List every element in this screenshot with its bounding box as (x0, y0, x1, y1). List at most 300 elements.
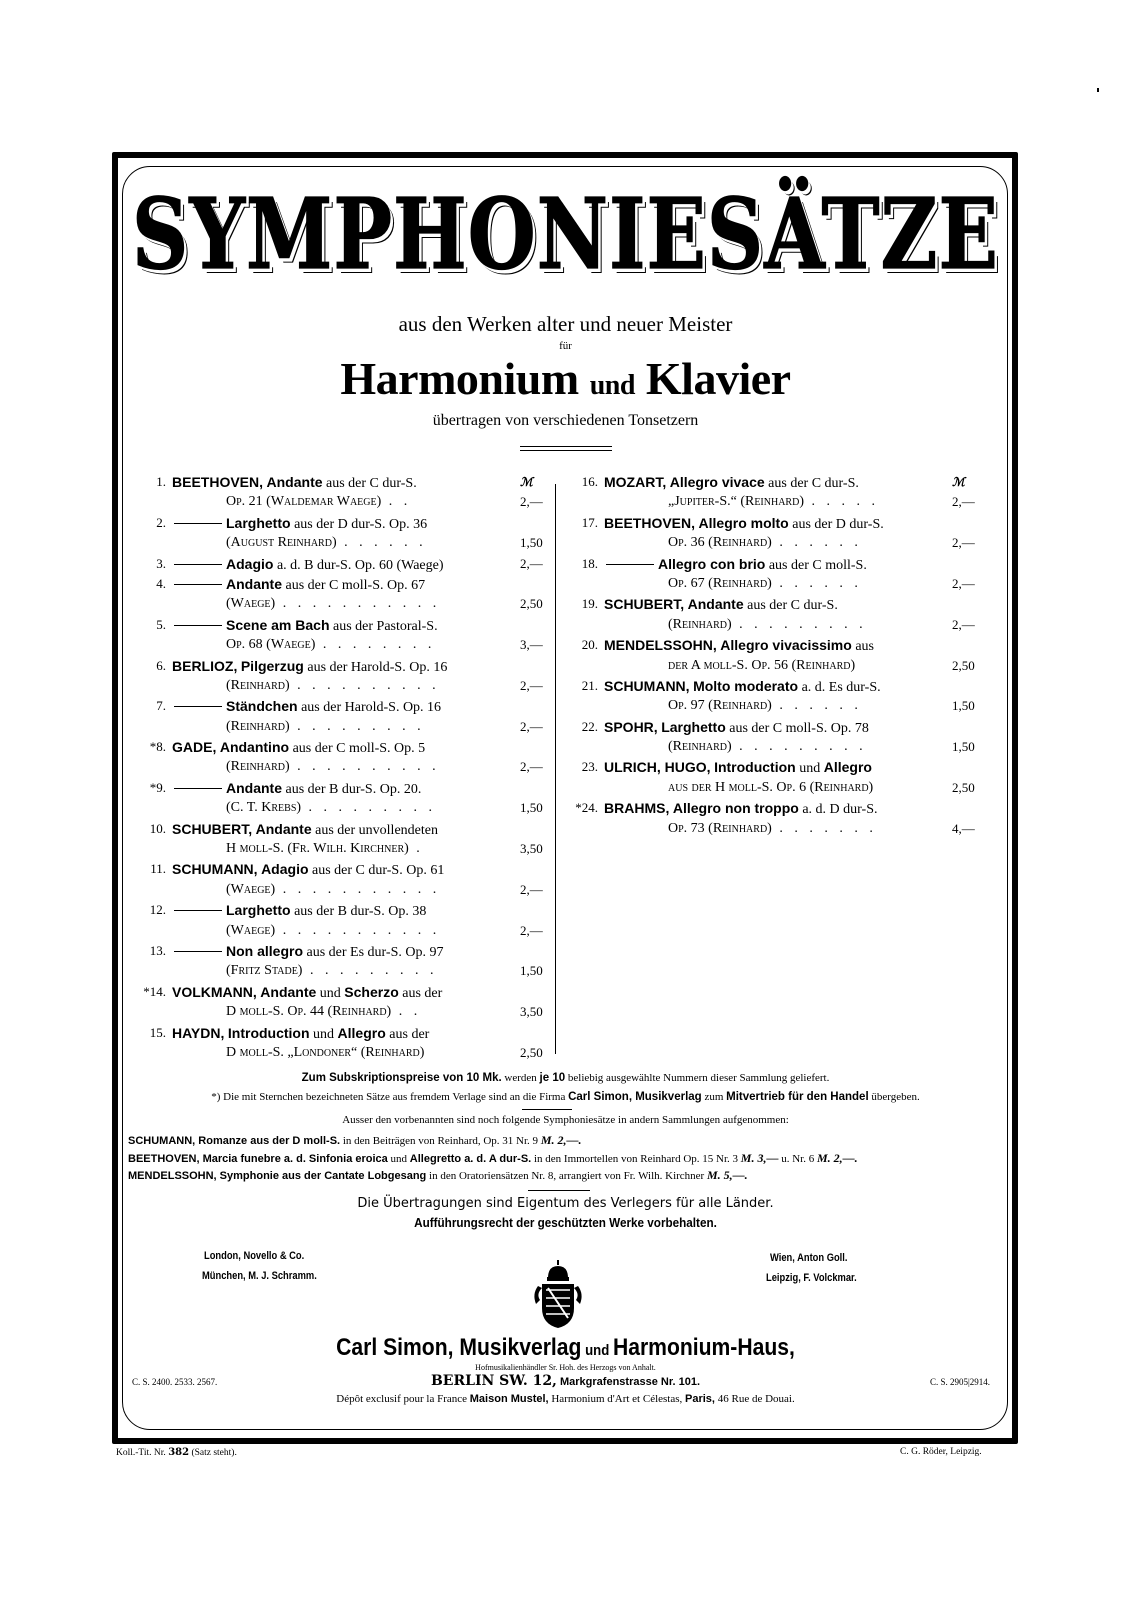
leader-dots: . . . . . . . . . (289, 718, 425, 734)
entry-number: 15. (149, 1024, 166, 1040)
entry-arranger-text: D moll-S. „Londoner“ (Reinhard) (226, 1044, 425, 1060)
leader-dots: . . . . . . . . . (301, 800, 437, 816)
entry-source: aus der C dur-S. (743, 598, 838, 614)
entry-arranger-text: H moll-S. (Fr. Wilh. Kirchner) (226, 841, 409, 857)
agent-wien: Wien, Anton Goll. (770, 1252, 848, 1264)
catalog-numbers-right: C. S. 2905|2914. (930, 1377, 991, 1387)
entry-line-1 (130, 778, 560, 798)
entry-work-2: Allegro (337, 1024, 386, 1041)
entry-line-2 (562, 778, 992, 798)
entry-number: *14. (143, 983, 166, 999)
page-title: SYMPHONIESÄTZE (132, 178, 999, 292)
entry-arranger-text: (Fritz Stade) (226, 963, 303, 979)
entry-line-1 (130, 513, 560, 533)
publisher-name-a: Carl Simon, Musikverlag (336, 1334, 582, 1361)
footer-left-number: 382 (168, 1447, 190, 1458)
subtitle: aus den Werken alter und neuer Meister (398, 312, 733, 336)
other2-mid: und (387, 1153, 410, 1165)
entry-heading (226, 778, 421, 800)
entry-arranger (668, 574, 862, 594)
entry-arranger-text: Op. 97 (Reinhard) (668, 698, 772, 714)
other2-title1: BEETHOVEN, Marcia funebre a. d. Sinfonia eroica (128, 1153, 388, 1165)
title-rule-top (520, 446, 612, 447)
entry-heading (226, 900, 426, 922)
entry-source: aus der Pastoral-S. (329, 618, 438, 634)
entry-work-2: Scherzo (344, 983, 399, 1000)
agent-leipzig: Leipzig, F. Volckmar. (766, 1272, 857, 1284)
entry-arranger (226, 1043, 424, 1063)
entry-number: 16. (581, 474, 598, 489)
list-item (130, 778, 560, 819)
entry-mid: und (309, 1026, 338, 1042)
entry-composer: BEETHOVEN, (604, 514, 696, 531)
entry-source: aus der (385, 1026, 430, 1042)
other1-price: M. 2,—. (540, 1133, 582, 1147)
depot-maison: Maison Mustel, (469, 1393, 549, 1405)
other2-mid2: u. Nr. 6 (778, 1153, 817, 1165)
catalog-numbers-left: C. S. 2400. 2533. 2567. (132, 1377, 218, 1387)
depot-line (0, 1393, 1131, 1405)
leader-dots: . . . . . . . . (315, 637, 436, 653)
entry-line-2 (130, 961, 560, 981)
leader-dots: . . . . . . . . . . (289, 759, 440, 775)
entry-arranger-text: der A moll-S. Op. 56 (Reinhard) (668, 657, 856, 673)
entry-number: 22. (581, 718, 598, 734)
title-rule-bottom (520, 450, 612, 451)
entry-arranger-text: aus der H moll-S. Op. 6 (Reinhard) (668, 779, 874, 795)
subscription-price: Zum Subskriptionspreise von 10 Mk. (301, 1072, 502, 1084)
subscription-count: je 10 (539, 1072, 566, 1084)
entry-arranger (668, 492, 879, 512)
entry-arranger (668, 737, 867, 757)
contents-left-column (130, 472, 560, 1063)
entry-work: Andante (226, 779, 282, 796)
leader-dots: . (408, 841, 424, 857)
entry-line-2 (130, 594, 560, 614)
list-item (130, 656, 560, 697)
subscription-note (0, 1072, 1131, 1084)
entry-price: 2,50 (952, 779, 975, 795)
entry-price: 2,— (952, 494, 975, 510)
entry-arranger-text: Op. 68 (Waege) (226, 637, 316, 653)
entry-number: 5. (156, 616, 166, 632)
entry-heading (604, 635, 874, 657)
entry-arranger (226, 921, 440, 941)
entry-work: Allegro con brio (658, 555, 766, 572)
list-item (562, 635, 992, 676)
other1-title: SCHUMANN, Romanze aus der D moll-S. (128, 1135, 341, 1147)
entry-line-2 (130, 921, 560, 941)
entry-heading (226, 574, 425, 596)
entry-price: 2,— (952, 535, 975, 551)
entry-composer: GADE, (172, 739, 217, 756)
entry-number: 10. (149, 820, 166, 836)
list-item (130, 615, 560, 656)
entry-arranger-text: „Jupiter-S.“ (Reinhard) (668, 494, 804, 510)
footer-left-c: (Satz steht). (189, 1448, 237, 1458)
entry-line-1 (130, 859, 560, 879)
entry-number: 20. (581, 637, 598, 653)
entry-price: 1,50 (520, 963, 543, 979)
entry-source: aus der unvollendeten (311, 822, 438, 838)
entry-line-2 (130, 533, 560, 553)
entry-source: aus (851, 639, 874, 655)
entry-composer: SCHUMANN, (172, 861, 258, 878)
entry-source: aus der Harold-S. Op. 16 (303, 659, 448, 675)
entry-number: 13. (149, 942, 166, 958)
instrument-und: und (589, 370, 635, 401)
entry-arranger-text: (Reinhard) (668, 616, 732, 632)
list-item (562, 717, 992, 758)
entry-arranger-text: (August Reinhard) (226, 535, 337, 551)
entry-heading (604, 513, 884, 535)
coat-of-arms-icon (528, 1260, 588, 1330)
entry-number: 11. (150, 861, 166, 877)
entry-work: Allegro non troppo (672, 800, 799, 817)
entry-source: aus der C moll-S. Op. 67 (282, 577, 426, 593)
leader-dots: . . . . . . . . . . . (275, 596, 441, 612)
entry-line-1 (130, 941, 560, 961)
entry-heading (172, 859, 444, 881)
entry-arranger-text: (Waege) (226, 596, 276, 612)
depot-c: Harmonium d'Art et Célestas, (548, 1393, 686, 1405)
entry-line-2 (562, 533, 992, 553)
entry-arranger-text: Op. 73 (Reinhard) (668, 820, 772, 836)
entry-arranger (226, 839, 424, 859)
entry-source: aus der C moll-S. Op. 78 (725, 720, 869, 736)
entry-price: 2,— (520, 494, 543, 510)
other-collection-schumann (128, 1133, 581, 1148)
contents-right-column (562, 472, 992, 839)
list-item (130, 1023, 560, 1064)
agent-london: London, Novello & Co. (204, 1250, 305, 1262)
entry-heading (172, 737, 425, 759)
entry-arranger (668, 533, 862, 553)
entry-heading (172, 982, 442, 1004)
entry-arranger (226, 798, 436, 818)
subscription-mid: werden (501, 1072, 540, 1084)
other2-price2: M. 2,—. (816, 1151, 858, 1165)
entry-line-1 (130, 615, 560, 635)
entry-arranger (226, 961, 437, 981)
entry-heading (604, 676, 881, 698)
leader-dots: . . (391, 1004, 422, 1020)
entry-number: *9. (149, 779, 166, 795)
entry-line-1 (130, 982, 560, 1002)
leader-dots: . . . . . . (336, 535, 427, 551)
list-item (562, 798, 992, 839)
entry-line-2 (130, 717, 560, 737)
entry-arranger (226, 635, 435, 655)
instrument-b: Klavier (645, 353, 791, 404)
entry-line-1 (562, 676, 992, 696)
entry-arranger (226, 717, 425, 737)
leader-dots: . . . . . . . . . (731, 616, 867, 632)
entry-line-1 (562, 717, 992, 737)
entry-number: 23. (581, 759, 598, 775)
entry-heading (172, 1023, 429, 1045)
entry-arranger (226, 880, 440, 900)
entry-line-1 (130, 737, 560, 757)
entry-heading (172, 819, 438, 841)
entry-line-1 (130, 900, 560, 920)
entry-work: Introduction (714, 759, 796, 776)
entry-price: 2,— (520, 718, 543, 734)
entry-work: Allegro vivace (669, 474, 765, 490)
entry-price: 2,50 (520, 1044, 543, 1060)
entry-number: 3. (156, 555, 166, 571)
entry-source: aus der Es dur-S. Op. 97 (303, 944, 444, 960)
other-collection-mendelssohn (128, 1168, 748, 1183)
entry-line-2 (130, 1043, 560, 1063)
list-item (130, 737, 560, 778)
depot-e: 46 Rue de Douai. (714, 1393, 795, 1405)
entry-source: aus der (398, 985, 443, 1001)
entry-heading (604, 594, 838, 616)
entry-number: 7. (156, 698, 166, 714)
leader-dots: . . . . . . (771, 698, 862, 714)
list-item (130, 513, 560, 554)
entry-source: aus der C dur-S. (764, 476, 859, 491)
column-divider (555, 484, 556, 1054)
leader-dots: . . . . . . . . . (302, 963, 438, 979)
entry-price: 1,50 (952, 739, 975, 755)
asterisk-note (0, 1091, 1131, 1103)
publisher-name-b: Harmonium-Haus, (612, 1334, 795, 1361)
entry-source: aus der C dur-S. Op. 61 (308, 863, 445, 879)
footer-collection-title (116, 1447, 237, 1458)
entry-work: Andante (266, 474, 323, 490)
entry-work: Allegro vivacissimo (720, 637, 852, 654)
ditto-dash (174, 564, 222, 565)
entry-line-1 (562, 513, 992, 533)
entry-number: *8. (149, 739, 166, 755)
entry-line-1 (130, 819, 560, 839)
other2-price1: M. 3,— (740, 1151, 779, 1165)
entry-arranger-text: Op. 21 (Waldemar Waege) (226, 494, 382, 510)
entry-work: Larghetto (226, 514, 291, 531)
entry-line-1 (562, 594, 992, 614)
ditto-dash (174, 910, 222, 911)
entry-line-2 (130, 635, 560, 655)
entry-composer: SCHUMANN, (604, 677, 690, 694)
list-item (562, 594, 992, 635)
footer-left-a: Koll.-Tit. Nr. (116, 1448, 169, 1458)
entry-source: aus der B dur-S. Op. 38 (290, 904, 427, 920)
subscription-rest: beliebig ausgewählte Nummern dieser Sammlung geliefert. (565, 1072, 830, 1084)
entry-heading (172, 472, 417, 494)
list-item (130, 574, 560, 615)
entry-source: a. d. D dur-S. (798, 802, 878, 818)
entry-line-2 (130, 880, 560, 900)
entry-heading (226, 615, 438, 637)
entry-line-1 (562, 554, 992, 574)
entry-arranger (226, 676, 440, 696)
entry-arranger-text: (Reinhard) (226, 677, 290, 693)
entry-line-1 (130, 1023, 560, 1043)
fuer-label: für (559, 340, 572, 352)
instrument-heading (0, 352, 1131, 405)
entry-heading (604, 798, 877, 820)
list-item (130, 941, 560, 982)
entry-price: 2,— (520, 922, 543, 938)
leader-dots: . . . . . . . . . . . (275, 881, 441, 897)
entry-line-2 (562, 819, 992, 839)
entry-price: 2,— (952, 616, 975, 632)
entry-number: 2. (156, 514, 166, 530)
depot-paris: Paris, (685, 1393, 715, 1405)
entry-work: Allegro molto (698, 514, 789, 531)
rights-rule (528, 1190, 590, 1191)
entry-composer: BEETHOVEN, (172, 474, 264, 490)
entry-line-2 (562, 696, 992, 716)
leader-dots: . . . . . . . . . . (289, 677, 440, 693)
ditto-dash (606, 564, 654, 565)
entry-heading (604, 717, 869, 739)
arranged-by-line: übertragen von verschiedenen Tonsetzern (432, 412, 699, 429)
list-item (130, 859, 560, 900)
entry-arranger (226, 757, 440, 777)
entry-arranger (226, 492, 411, 512)
entry-line-1 (130, 656, 560, 676)
entry-price: 2,— (520, 881, 543, 897)
entry-source: aus der C dur-S. (322, 476, 417, 491)
entry-number: 18. (581, 555, 598, 571)
publisher-name (68, 1334, 1063, 1362)
asterisk-note-distribution: Mitvertrieb für den Handel (726, 1091, 869, 1103)
footer-printer: C. G. Röder, Leipzig. (900, 1447, 982, 1457)
entry-price: 2,— (952, 575, 975, 591)
other1-rest: in den Beiträgen von Reinhard, Op. 31 Nr. 9 (340, 1135, 541, 1147)
entry-arranger (668, 656, 855, 676)
ditto-dash (174, 523, 222, 524)
asterisk-note-a: *) Die mit Sternchen bezeichneten Sätze aus fremdem Verlage sind an die Firma (211, 1091, 569, 1103)
entry-line-2 (130, 757, 560, 777)
entry-arranger (668, 615, 867, 635)
entry-price: 1,50 (520, 535, 543, 551)
entry-line-2 (562, 574, 992, 594)
entry-price: 1,50 (952, 698, 975, 714)
entry-work: Adagio (261, 861, 309, 878)
entry-arranger (668, 778, 873, 798)
leader-dots: . . . . . (803, 494, 879, 510)
ditto-dash (174, 625, 222, 626)
entry-heading (172, 656, 447, 678)
publisher-street: Markgrafenstrasse Nr. 101. (556, 1376, 701, 1388)
other3-price: M. 5,—. (706, 1168, 748, 1182)
entry-source: aus der Harold-S. Op. 16 (297, 700, 442, 716)
entry-work: Larghetto (226, 902, 291, 919)
depot-a: Dépôt exclusif pour la France (336, 1393, 470, 1405)
entry-work: Andante (255, 820, 312, 837)
entry-composer: VOLKMANN, (172, 983, 257, 1000)
leader-dots: . . . . . . (771, 575, 862, 591)
entry-heading (226, 941, 444, 963)
entry-number: 19. (581, 596, 598, 612)
entry-heading (226, 696, 441, 718)
entry-price: 4,— (952, 820, 975, 836)
entry-composer: MENDELSSOHN, (604, 637, 717, 654)
instrument-a: Harmonium (340, 353, 579, 404)
list-item (130, 982, 560, 1023)
entry-line-2 (562, 737, 992, 757)
leader-dots: . . . . . . . (771, 820, 877, 836)
entry-heading (226, 513, 427, 535)
asterisk-note-c: zum (701, 1091, 727, 1103)
entry-work: Andante (260, 983, 317, 1000)
leader-dots: . . (381, 494, 412, 510)
entry-source: aus der C moll-S. Op. 5 (289, 741, 426, 757)
entry-price: 3,50 (520, 841, 543, 857)
entry-price: 1,50 (520, 800, 543, 816)
entry-composer: ULRICH, HUGO, (604, 759, 711, 776)
entry-heading (226, 554, 444, 576)
entry-work: Pilgerzug (240, 657, 304, 674)
entry-composer: MOZART, (604, 474, 667, 490)
entry-number: 21. (581, 677, 598, 693)
entry-number: 17. (581, 514, 598, 530)
entry-heading (658, 554, 867, 576)
other3-title: MENDELSSOHN, Symphonie aus der Cantate Lobgesang (128, 1170, 427, 1182)
currency-symbol: ℳ (952, 475, 965, 489)
entry-mid: und (316, 985, 345, 1001)
list-item (562, 676, 992, 717)
list-item (130, 554, 560, 574)
entry-number: 6. (156, 657, 166, 673)
entry-line-2 (130, 676, 560, 696)
entry-number: *24. (575, 800, 598, 816)
asterisk-note-publisher: Carl Simon, Musikverlag (568, 1091, 702, 1103)
entry-source: a. d. Es dur-S. (798, 679, 881, 695)
entry-work: Andante (226, 575, 282, 592)
stray-mark (1097, 88, 1099, 92)
entry-line-1 (562, 472, 992, 492)
entry-work: Andantino (219, 739, 290, 756)
other3-rest: in den Oratoriensätzen Nr. 8, arrangiert von Fr. Wilh. Kirchner (426, 1170, 707, 1182)
entry-work: Molto moderato (693, 677, 799, 694)
entry-arranger (226, 533, 427, 553)
entry-composer: BRAHMS, (604, 800, 670, 817)
entry-arranger (226, 1002, 421, 1022)
court-supplier-line: Hofmusikalienhändler Sr. Hoh. des Herzogs von Anhalt. (475, 1363, 656, 1372)
list-item (562, 513, 992, 554)
currency-symbol: ℳ (520, 475, 533, 489)
entry-price: 2,— (520, 555, 543, 571)
entry-price: 2,— (520, 759, 543, 775)
entry-work: Larghetto (661, 718, 726, 735)
entry-arranger-text: (Reinhard) (668, 739, 732, 755)
list-item (562, 472, 992, 513)
entry-composer: SCHUBERT, (604, 596, 685, 613)
leader-dots: . . . . . . . . . (731, 739, 867, 755)
entry-line-2 (562, 656, 992, 676)
entry-arranger (668, 696, 862, 716)
ditto-dash (174, 706, 222, 707)
entry-work: Non allegro (226, 942, 304, 959)
agent-muenchen: München, M. J. Schramm. (202, 1270, 317, 1282)
entry-arranger-text: D moll-S. Op. 44 (Reinhard) (226, 1004, 392, 1020)
other-collections-intro: Ausser den vorbenannten sind noch folgende Symphoniesätze in andern Sammlungen aufgenommen: (342, 1114, 789, 1126)
entry-mid: und (795, 761, 824, 777)
entry-line-2 (562, 492, 992, 512)
entry-heading (604, 472, 859, 494)
entry-arranger-text: Op. 67 (Reinhard) (668, 575, 772, 591)
entry-line-2 (562, 615, 992, 635)
list-item (562, 757, 992, 798)
leader-dots: . . . . . . . . . . . (275, 922, 441, 938)
list-item (130, 696, 560, 737)
entry-line-2 (130, 1002, 560, 1022)
